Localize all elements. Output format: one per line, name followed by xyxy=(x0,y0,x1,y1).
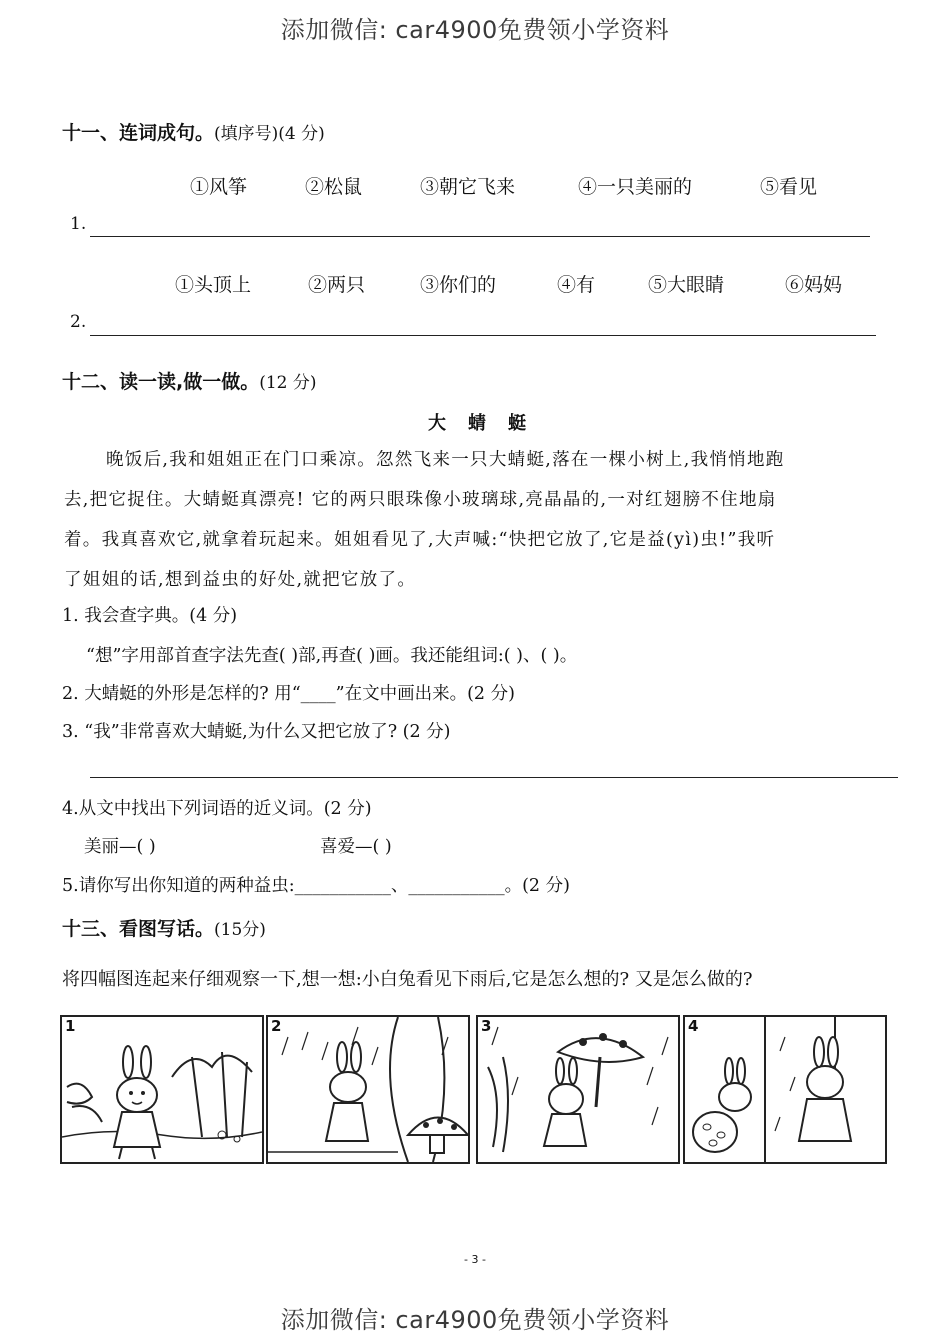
question-3: 3. “我”非常喜欢大蜻蜓,为什么又把它放了? (2 分) xyxy=(62,722,451,742)
section-11-points: (填序号)(4 分) xyxy=(214,124,325,144)
question-3-answer-line[interactable] xyxy=(90,777,898,778)
panel-number: 4 xyxy=(688,1017,699,1035)
option-word: ③你们的 xyxy=(420,274,497,296)
passage xyxy=(64,440,904,600)
section-13-points: (15分) xyxy=(214,920,266,940)
section-13-heading xyxy=(62,914,266,941)
section-12-heading xyxy=(62,367,317,394)
passage-title: 大蜻蜓 xyxy=(428,413,548,434)
picture-panel-4 xyxy=(683,1015,887,1164)
watermark-top: 添加微信: car4900免费领小学资料 xyxy=(280,16,670,44)
passage-line: 了姐姐的话,想到益虫的好处,就把它放了。 xyxy=(64,570,417,590)
panel-number: 2 xyxy=(271,1017,282,1035)
option-word: ②松鼠 xyxy=(305,176,363,198)
option-word: ②两只 xyxy=(308,274,366,296)
question-4-item-b: 喜爱—( ) xyxy=(320,837,392,857)
rabbit-illustration-3 xyxy=(478,1017,678,1162)
question-4-item-a: 美丽—( ) xyxy=(84,837,156,857)
option-word: ④有 xyxy=(557,274,596,296)
watermark-bottom: 添加微信: car4900免费领小学资料 xyxy=(280,1306,670,1334)
section-11-title: 十一、连词成句。 xyxy=(62,122,215,144)
panel-number: 1 xyxy=(65,1017,76,1035)
picture-panel-1 xyxy=(60,1015,264,1164)
option-word: ①头顶上 xyxy=(175,274,252,296)
option-word: ⑤看见 xyxy=(760,176,818,198)
option-word: ⑥妈妈 xyxy=(785,274,843,296)
answer-line-2-label: 2. xyxy=(70,312,87,332)
passage-line: 着。我真喜欢它,就拿着玩起来。姐姐看见了,大声喊:“快把它放了,它是益(yì)虫!”我听 xyxy=(64,530,776,550)
option-word: ③朝它飞来 xyxy=(420,176,516,198)
passage-line: 晚饭后,我和姐姐正在门口乘凉。忽然飞来一只大蜻蜓,落在一棵小树上,我悄悄地跑 xyxy=(106,450,785,470)
passage-line: 去,把它捉住。大蜻蜓真漂亮! 它的两只眼珠像小玻璃球,亮晶晶的,一对红翅膀不住地扇 xyxy=(64,490,777,510)
section-11-heading xyxy=(62,118,325,145)
rabbit-illustration-4 xyxy=(685,1017,885,1162)
rabbit-illustration-1 xyxy=(62,1017,262,1162)
section-13-prompt: 将四幅图连起来仔细观察一下,想一想:小白兔看见下雨后,它是怎么想的? 又是怎么做的? xyxy=(62,969,753,990)
option-word: ①风筝 xyxy=(190,176,248,198)
panel-number: 3 xyxy=(481,1017,492,1035)
option-word: ⑤大眼睛 xyxy=(648,274,725,296)
question-5: 5.请你写出你知道的两种益虫:___________、___________。(2 分) xyxy=(62,876,570,896)
question-1: 1. 我会查字典。(4 分) xyxy=(62,606,238,626)
page-number: - 3 - xyxy=(464,1253,486,1266)
rabbit-illustration-2 xyxy=(268,1017,468,1162)
section-12-points: (12 分) xyxy=(259,373,317,393)
question-2: 2. 大蜻蜓的外形是怎样的? 用“____”在文中画出来。(2 分) xyxy=(62,684,515,704)
answer-line-2[interactable] xyxy=(90,335,876,336)
section-13-title: 十三、看图写话。 xyxy=(62,918,215,940)
answer-line-1[interactable] xyxy=(90,236,870,237)
picture-panel-3 xyxy=(476,1015,680,1164)
question-1-body: “想”字用部首查字法先查( )部,再查( )画。我还能组词:( )、( )。 xyxy=(86,646,578,666)
option-word: ④一只美丽的 xyxy=(578,176,693,198)
question-4: 4.从文中找出下列词语的近义词。(2 分) xyxy=(62,799,372,819)
answer-line-1-label: 1. xyxy=(70,214,87,234)
section-12-title: 十二、读一读,做一做。 xyxy=(62,371,260,393)
picture-panel-2 xyxy=(266,1015,470,1164)
